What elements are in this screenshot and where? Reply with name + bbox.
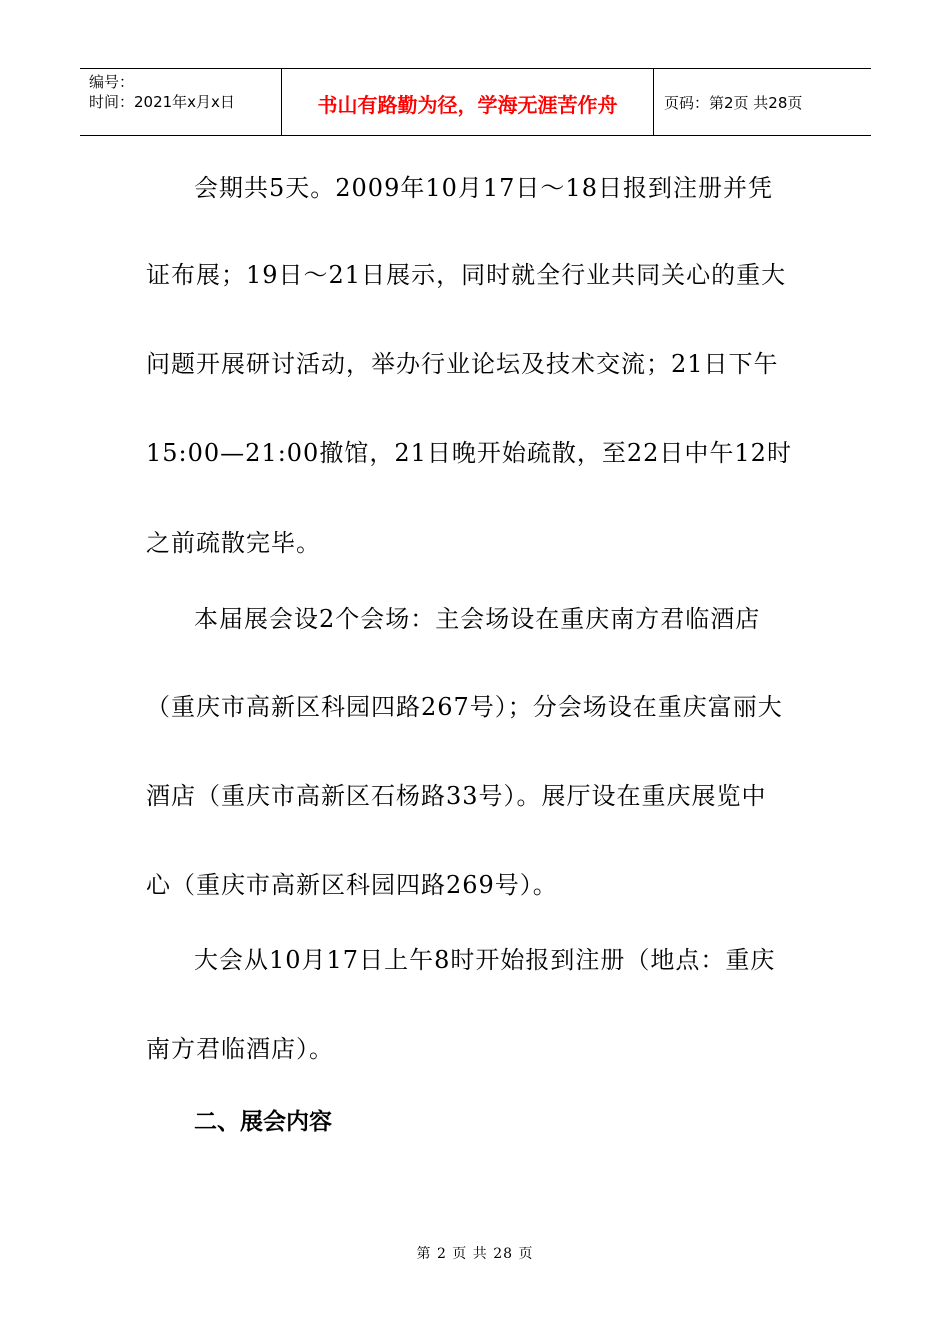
footer-page-number: 第 2 页 共 28 页 (416, 1246, 534, 1262)
paragraph-line: （重庆市高新区科园四路267号）；分会场设在重庆富丽大 (146, 693, 783, 721)
paragraph-line: 会期共5天。2009年10月17日～18日报到注册并凭 (194, 174, 773, 202)
paragraph-line: 本届展会设2个会场：主会场设在重庆南方君临酒店 (194, 605, 761, 633)
paragraph-line: 15:00—21:00撤馆，21日晚开始疏散，至22日中午12时 (146, 439, 792, 467)
motto-text: 书山有路勤为径，学海无涯苦作舟 (317, 93, 618, 117)
paragraph-line: 证布展；19日～21日展示，同时就全行业共同关心的重大 (146, 261, 787, 289)
document-header (80, 68, 871, 136)
paragraph-line: 南方君临酒店）。 (146, 1035, 334, 1063)
page-number-label: 页码：第2页 共28页 (664, 93, 803, 112)
page-footer (0, 1245, 950, 1263)
paragraph-line: 之前疏散完毕。 (146, 529, 321, 557)
paragraph-line: 心（重庆市高新区科园四路269号）。 (146, 871, 558, 899)
serial-number-label: 编号： (89, 73, 135, 91)
paragraph-line: 酒店（重庆市高新区石杨路33号）。展厅设在重庆展览中 (146, 782, 767, 810)
paragraph-line: 大会从10月17日上午8时开始报到注册（地点：重庆 (194, 946, 776, 974)
header-motto-cell (282, 69, 654, 135)
header-meta-cell (80, 69, 282, 135)
date-label: 时间：2021年x月x日 (89, 93, 235, 111)
header-page-cell (654, 69, 871, 135)
section-heading: 二、展会内容 (194, 1109, 332, 1135)
paragraph-line: 问题开展研讨活动，举办行业论坛及技术交流；21日下午 (146, 350, 779, 378)
